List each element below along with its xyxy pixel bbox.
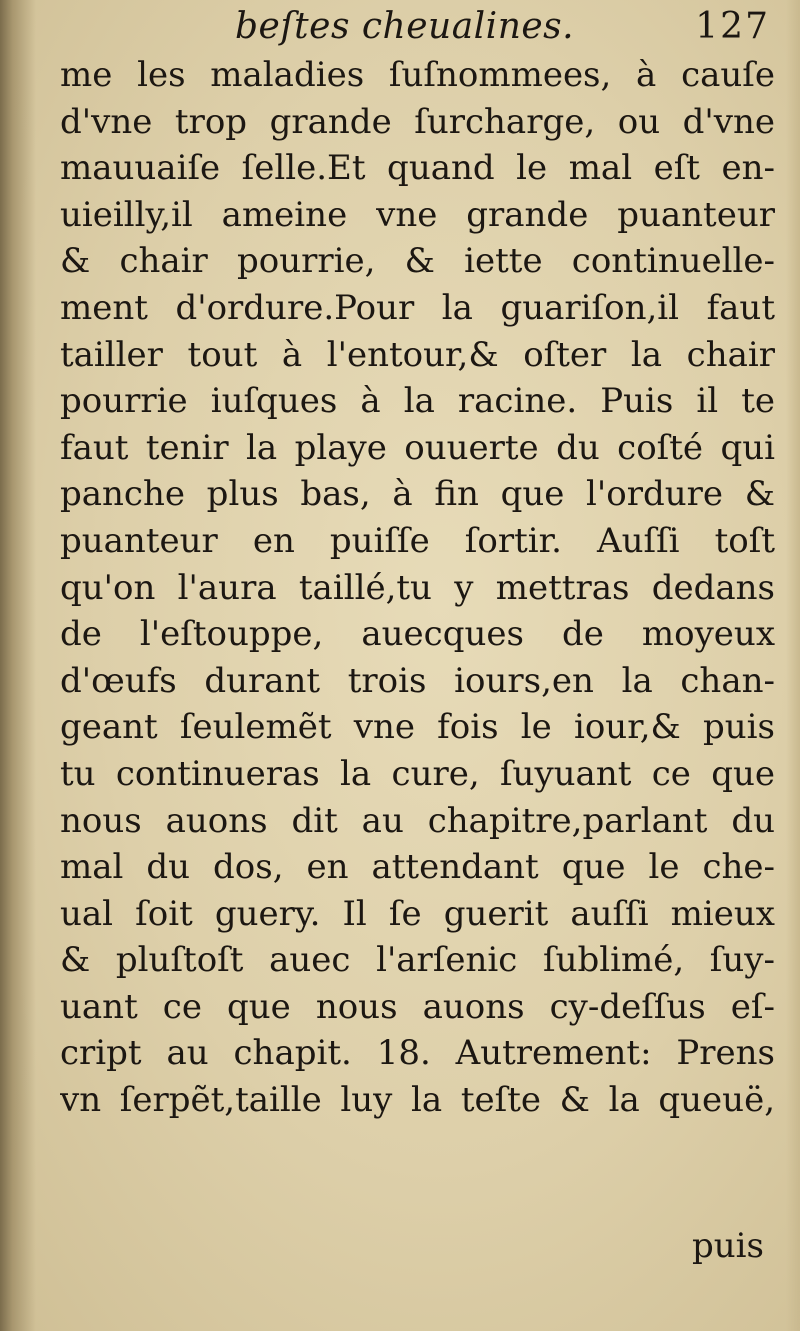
- text-line: geant ſeulemẽt vne fois le iour,& puis: [60, 707, 775, 748]
- text-line: tu continueras la cure, ſuyuant ce que: [60, 753, 775, 794]
- text-block: [60, 52, 775, 1124]
- text-line: faut tenir la playe ouuerte du coſté qui: [60, 427, 775, 468]
- text-line: me les maladies ſuſnommees, à cauſe: [60, 55, 775, 95]
- text-line: d'œufs durant trois iours,en la chan-: [60, 660, 775, 701]
- text-line: mauuaiſe ſelle.Et quand le mal eſt en-: [60, 148, 775, 189]
- text-line: cript au chapit. 18. Autrement: Prens: [60, 1033, 775, 1074]
- text-line: pourrie iuſques à la racine. Puis il te: [60, 381, 775, 422]
- text-line: ual ſoit guery. Il ſe guerit auſſi mieux: [60, 893, 775, 934]
- catchword: puis: [692, 1226, 764, 1266]
- text-line: & pluſtoſt auec l'arſenic ſublimé, ſuy-: [60, 940, 775, 981]
- text-line: & chair pourrie, & iette continuelle-: [60, 241, 775, 282]
- page-header: [60, 6, 770, 52]
- text-line: uieilly,il ameine vne grande puanteur: [60, 194, 775, 235]
- text-line: puanteur en puiſſe ſortir. Auſſi toſt: [60, 520, 775, 561]
- page-edge: [786, 0, 800, 1331]
- text-line: panche plus bas, à fin que l'ordure &: [60, 474, 775, 515]
- text-line: uant ce que nous auons cy-deſſus eſ-: [60, 986, 775, 1027]
- text-line: d'vne trop grande ſurcharge, ou d'vne: [60, 101, 775, 142]
- text-line: mal du dos, en attendant que le che-: [60, 847, 775, 888]
- text-line: de l'eſtouppe, auecques de moyeux: [60, 614, 775, 655]
- page-number: 127: [695, 6, 770, 47]
- text-line: ment d'ordure.Pour la guariſon,il faut: [60, 287, 775, 328]
- running-title: beſtes cheualines.: [235, 6, 575, 47]
- text-line: tailler tout à l'entour,& oſter la chair: [60, 334, 775, 375]
- gutter-shadow: [0, 0, 36, 1331]
- text-line: nous auons dit au chapitre,parlant du: [60, 800, 775, 841]
- text-line: vn ſerpẽt,taille luy la teſte & la queuë,: [60, 1080, 775, 1121]
- text-line: qu'on l'aura taillé,tu y mettras dedans: [60, 567, 775, 608]
